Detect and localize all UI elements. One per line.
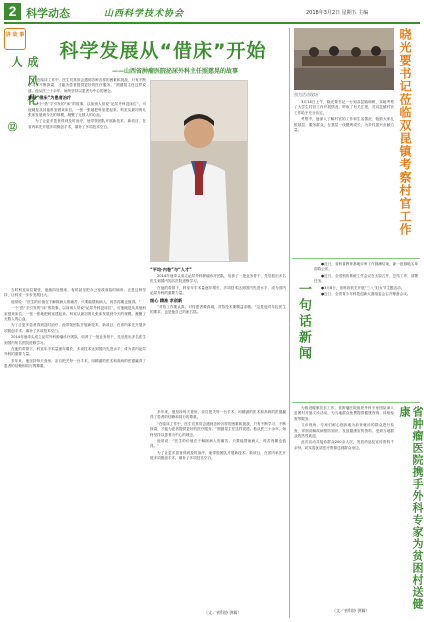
- paragraph: “对待工作要认真，对待患者要真诚，对待技术要精益求精。”这是他对年轻医生的要求，也是他自己的座右铭。: [150, 304, 286, 315]
- photo-caption: 图为活动现场: [294, 92, 318, 97]
- list-item: ●近日，全省青少年科技创新大赛组委会召开筹备会议。: [321, 292, 411, 297]
- news-photo: [294, 28, 394, 90]
- paragraph: 2014年他牵头成立泌尿外科肿瘤诊疗团队，培养了一批业务骨干，先后派出多名医生到国内知名医院进修学习。: [4, 335, 146, 345]
- sub-heading: 细心 精准 求创新: [150, 297, 183, 303]
- bottom-right-text: [294, 406, 394, 606]
- paragraph: 他常说：“医生的价值在于解除病人的痛苦，只要能帮助病人，再苦再累也值得。”: [11, 299, 141, 304]
- header-rule: [4, 22, 420, 24]
- right-top-text: [294, 100, 394, 248]
- page-number-badge: 2: [4, 3, 21, 20]
- paragraph: 在他的带领下，科室年手术量逐年增长，多项技术达到国内先进水平，成为省内泌尿外科的重要力量。: [4, 347, 146, 357]
- list-item: ●近日，全省科协系统工作会议在太原召开，总结工作、部署任务。: [314, 273, 418, 284]
- paragraph: 为了让更多患者得到及时治疗，他带领团队开展新技术、新项目，在省内率先开展多项微创手术，填补了多项技术空白。: [150, 450, 286, 461]
- sub-heading: “平均·内卷”与“人才”: [150, 267, 192, 272]
- article-subtitle: ——山西省肿瘤医院泌尿外科主任照慈晃的故事: [111, 68, 238, 75]
- page-header: [0, 0, 424, 24]
- paragraph: 考察中，他深入了解村官的工作和生活情况，勉励大家扎根基层、服务群众，在基层一线锻炼成长，为乡村振兴贡献力量。: [294, 117, 394, 133]
- column-label: 讲 故 事: [4, 28, 26, 50]
- paragraph: 多年来，他坚持每天查房，亲自把关每一台手术，用精湛的医术和高尚的医德赢得了患者的信赖和同行的尊重。: [4, 358, 146, 369]
- article-col-3: [4, 288, 146, 618]
- article-photo: [150, 80, 248, 262]
- series-number: ⑫: [8, 123, 18, 133]
- paragraph: 一个“借”字引发的“床”的故事，以前别人常说“泌尿外科没床位”，可他硬是从其他科室借来床位，一张一张地把科室建起来。科室从最初的几张床发展到今天的规模，凝聚了无数人的心血。: [4, 306, 146, 322]
- news-brief-list: [314, 262, 418, 398]
- column-divider: [289, 28, 290, 618]
- bottom-right-byline: （文／省科协 供稿）: [332, 608, 370, 613]
- main-article: [4, 26, 286, 620]
- sub-heading: 曾经“借床”为患者治疗: [28, 95, 72, 101]
- paragraph: 3月18日上午，晓光要书记一行到双昆镇调研，实地考察了大学生村官工作开展情况，听取了有关汇报，对双昆镇村官工作给予充分肯定。: [294, 100, 394, 115]
- paragraph: 此次活动共接诊群众200余人次，发放药品及宣传资料千余份，切实将优质医疗资源送到群众身边。: [294, 440, 394, 450]
- paragraph: 一个“借”字引发的“床”的故事，以前别人常说“泌尿外科没床位”，可他硬是从其他科室借来床位，一张一张地把科室建起来。科室从最初的几张床发展到今天的规模，凝聚了无数人的心血。: [28, 102, 146, 118]
- bottom-right-headline: 省肿瘤医院携手外科专家为贫困村送健康: [398, 406, 424, 610]
- date-info: 2018年3月2日 星期五 主编: [306, 10, 369, 16]
- news-brief-label: 一句话新闻: [296, 282, 311, 362]
- paragraph: 为了让更多患者得到及时治疗，他带领团队开展新技术、新项目，在省内率先开展多项微创手术，填补了多项技术空白。: [4, 323, 146, 333]
- news-brief: [292, 260, 422, 400]
- paragraph: 在他的带领下，科室年手术量逐年增长，多项技术达到国内先进水平，成为省内泌尿外科的重要力量。: [150, 285, 286, 296]
- article-title: 科学发展从“借床”开始: [59, 40, 267, 62]
- article-col-4: [150, 410, 286, 610]
- masthead-slogan: 山西科学技术协会: [104, 9, 185, 19]
- paragraph: 2014年他牵头成立泌尿外科肿瘤诊疗团队，培养了一批业务骨干，先后派出多名医生到国内知名医院进修学习。: [150, 274, 286, 284]
- bottom-right-article: [292, 404, 422, 620]
- paragraph: 他常说：“医生的价值在于解除病人的痛苦，只要能帮助病人，再苦再累也值得。”: [150, 439, 286, 449]
- paragraph: “在临床工作中，医生们常常会遇到各种各样的困难和挑战，只有不断学习、不断探索，才能为患者提供更好的医疗服务。”照慈晃主任这样说道。他从医三十余年，始终坚持以患者为中心的理念。: [28, 78, 146, 93]
- section-rule: [292, 402, 420, 403]
- article-col-1: [28, 78, 146, 284]
- list-item: ●近日，省科普教育基地评审工作圆满结束，新一批基地名单即将公布。: [314, 262, 418, 272]
- paragraph: 多年来，他坚持每天查房，亲自把关每一台手术，用精湛的医术和高尚的医德赢得了患者的信赖和同行的尊重。: [150, 410, 286, 420]
- paragraph: “在临床工作中，医生们常常会遇到各种各样的困难和挑战，只有不断学习、不断探索，才能为患者提供更好的医疗服务。”照慈晃主任这样说道。他从医三十余年，始终坚持以患者为中心的理念。: [150, 421, 286, 437]
- list-item: ●3月8日，省科协机关开展“三八”妇女节主题活动。: [321, 285, 405, 290]
- doctor-portrait: [151, 81, 247, 261]
- paragraph: 为推进健康扶贫工作，省肿瘤医院组织外科专家团队深入贫困村开展义诊活动，为当地群众免费提供健康咨询、体格检查等服务。: [294, 406, 394, 421]
- article-col-2: [150, 266, 286, 406]
- meeting-photo: [294, 28, 394, 90]
- right-top-headline: 晓光要书记莅临双昆镇考察村官工作: [398, 28, 412, 236]
- paragraph: 为了让更多患者得到及时治疗，他带领团队开展新技术、新项目，在省内率先开展多项微创手术，填补了多项技术空白。: [28, 119, 146, 129]
- article-byline: （文／省科协 供稿）: [204, 610, 242, 615]
- series-title: 成 风 化 人: [10, 56, 39, 107]
- section-title: 科学动态: [26, 7, 70, 20]
- paragraph: 义诊现场，专家们耐心细致地为前来就诊的群众进行检查，详细讲解疾病预防知识，发放健康宣传资料，受到当地群众的热烈欢迎。: [294, 423, 394, 439]
- paragraph: 当时科室床位紧张，他就四处借床，有时甚至把办公室改成临时病房。正是这种坚持，让科室一步步发展壮大。: [4, 288, 146, 298]
- right-top-article: [292, 26, 422, 256]
- section-rule: [292, 258, 420, 259]
